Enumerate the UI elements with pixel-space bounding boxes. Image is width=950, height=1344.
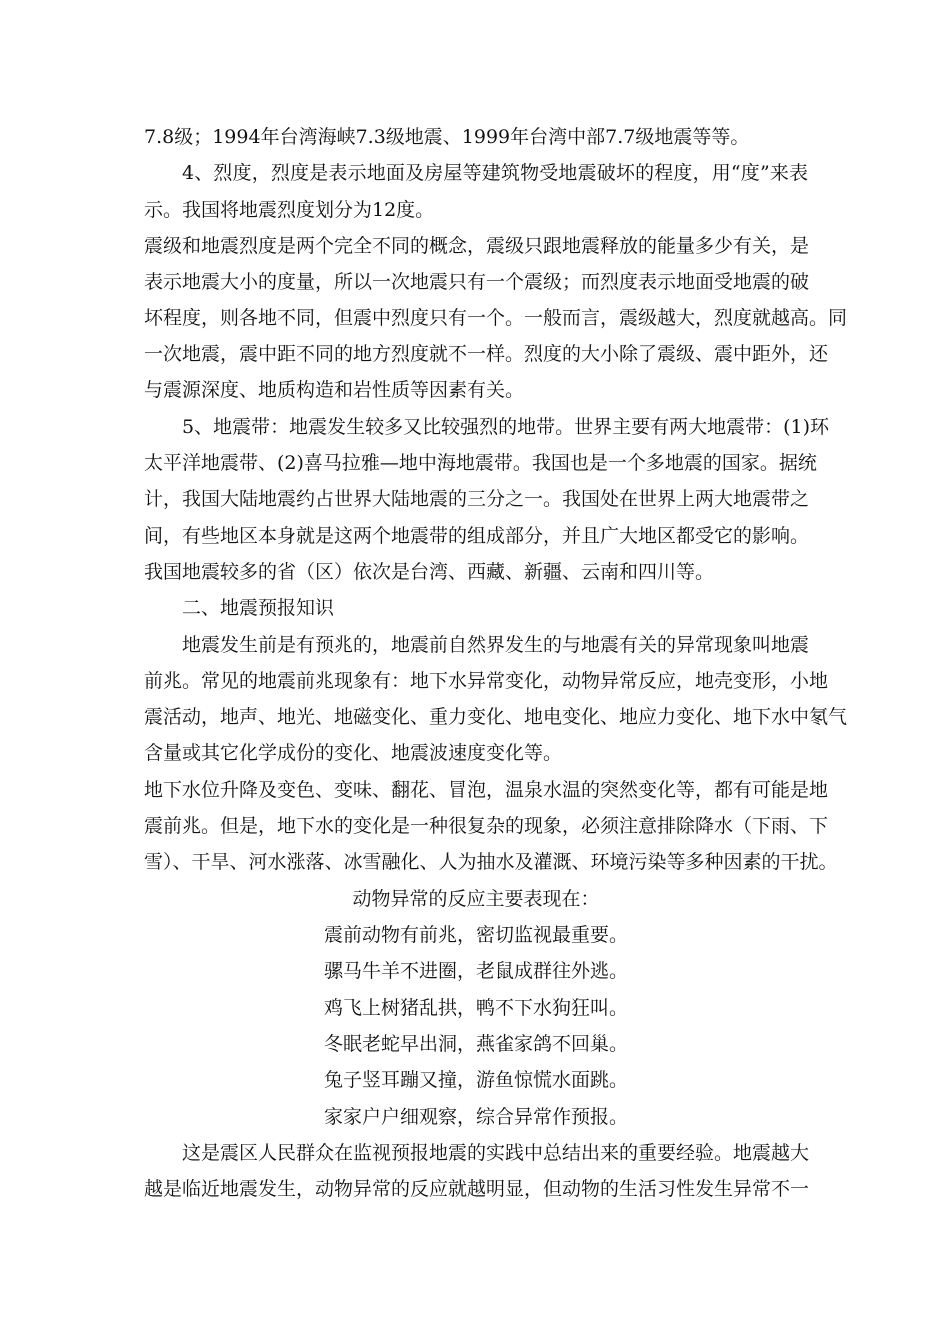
body-text-line: 地震发生前是有预兆的，地震前自然界发生的与地震有关的异常现象叫地震 bbox=[182, 634, 810, 656]
body-text-line: 5、地震带：地震发生较多又比较强烈的地带。世界主要有两大地震带：(1)环 bbox=[182, 416, 830, 438]
body-text-line: 震活动，地声、地光、地磁变化、重力变化、地电变化、地应力变化、地下水中氡气 bbox=[144, 706, 848, 728]
verse-line: 冬眠老蛇早出洞，燕雀家鸽不回巢。 bbox=[323, 1033, 628, 1055]
verse-line: 震前动物有前兆，密切监视最重要。 bbox=[323, 924, 628, 946]
section-heading: 二、地震预报知识 bbox=[182, 597, 335, 619]
verse-intro: 动物异常的反应主要表现在： bbox=[352, 888, 600, 910]
body-text-line: 计，我国大陆地震约占世界大陆地震的三分之一。我国处在世界上两大地震带之 bbox=[144, 488, 810, 510]
verse-line: 骡马牛羊不进圈，老鼠成群往外逃。 bbox=[323, 960, 628, 982]
body-text-line: 含量或其它化学成份的变化、地震波速度变化等。 bbox=[144, 742, 563, 764]
body-text-line: 间，有些地区本身就是这两个地震带的组成部分，并且广大地区都受它的影响。 bbox=[144, 525, 810, 547]
body-text-line: 太平洋地震带、(2)喜马拉雅—地中海地震带。我国也是一个多地震的国家。据统 bbox=[144, 452, 817, 474]
body-text-line: 地下水位升降及变色、变味、翻花、冒泡，温泉水温的突然变化等，都有可能是地 bbox=[144, 779, 829, 801]
body-text-line: 震前兆。但是，地下水的变化是一种很复杂的现象，必须注意排除降水（下雨、下 bbox=[144, 815, 829, 837]
body-text-line: 我国地震较多的省（区）依次是台湾、西藏、新疆、云南和四川等。 bbox=[144, 561, 715, 583]
body-text-line: 这是震区人民群众在监视预报地震的实践中总结出来的重要经验。地震越大 bbox=[182, 1142, 810, 1164]
body-text-line: 坏程度，则各地不同，但震中烈度只有一个。一般而言，震级越大，烈度就越高。同 bbox=[144, 307, 848, 329]
body-text-line: 7.8级；1994年台湾海峡7.3级地震、1999年台湾中部7.7级地震等等。 bbox=[144, 126, 750, 148]
verse-line: 鸡飞上树猪乱拱，鸭不下水狗狂叫。 bbox=[323, 997, 628, 1019]
body-text-line: 4、烈度，烈度是表示地面及房屋等建筑物受地震破坏的程度，用“度”来表 bbox=[182, 162, 808, 184]
body-text-line: 震级和地震烈度是两个完全不同的概念，震级只跟地震释放的能量多少有关，是 bbox=[144, 235, 810, 257]
verse-line: 兔子竖耳蹦又撞，游鱼惊慌水面跳。 bbox=[323, 1069, 628, 1091]
verse-line: 家家户户细观察，综合异常作预报。 bbox=[323, 1106, 628, 1128]
body-text-line: 雪）、干旱、河水涨落、冰雪融化、人为抽水及灌溉、环境污染等多种因素的干扰。 bbox=[144, 851, 838, 873]
body-text-line: 一次地震，震中距不同的地方烈度就不一样。烈度的大小除了震级、震中距外，还 bbox=[144, 343, 829, 365]
body-text-line: 与震源深度、地质构造和岩性质等因素有关。 bbox=[144, 379, 525, 401]
body-text-line: 前兆。常见的地震前兆现象有：地下水异常变化，动物异常反应，地壳变形，小地 bbox=[144, 670, 829, 692]
body-text-line: 示。我国将地震烈度划分为12度。 bbox=[144, 199, 435, 221]
body-text-line: 越是临近地震发生，动物异常的反应就越明显，但动物的生活习性发生异常不一 bbox=[144, 1178, 810, 1200]
body-text-line: 表示地震大小的度量，所以一次地震只有一个震级；而烈度表示地面受地震的破 bbox=[144, 271, 810, 293]
